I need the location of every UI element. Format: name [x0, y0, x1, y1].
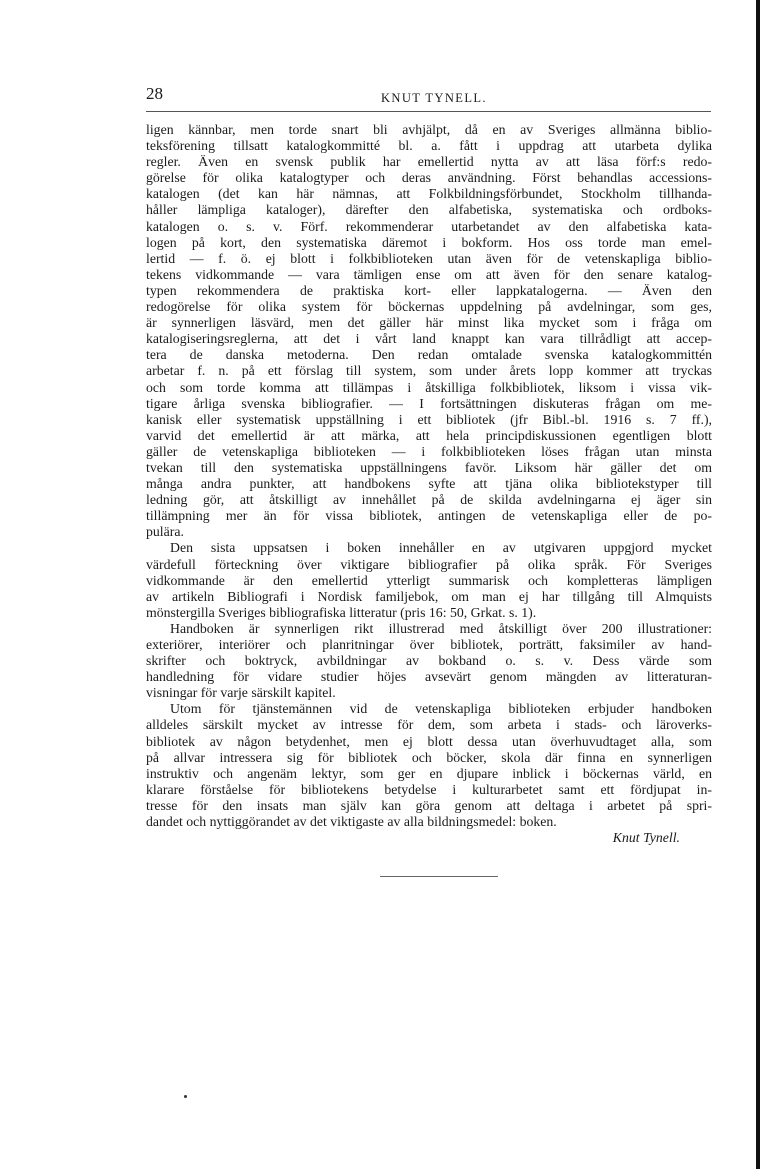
text-line: håller lämpliga kataloger), därefter den alfabetiska, systematiska och ordboks-	[146, 202, 712, 218]
text-line: lertid — f. ö. ej blott i folkbiblioteken utan även för de vetenskapliga biblio-	[146, 250, 712, 266]
page-edge	[756, 0, 760, 1169]
text-line: teksförening tillsatt katalogkommitté bl. a. fått i uppdrag att utarbeta dylika	[146, 138, 712, 154]
paragraph-1	[146, 122, 712, 540]
text-line: Den sista uppsatsen i boken innehåller en av utgivaren uppgjord mycket	[170, 540, 712, 556]
text-line: görelse för olika katalogtyper och deras användning. Först behandlas accessions-	[146, 170, 712, 186]
text-line: och som torde komma att tillämpas i åtskilliga folkbibliotek, liksom i vissa vik-	[146, 379, 712, 395]
text-line: är synnerligen läsvärd, men det gäller här minst lika mycket som i fråga om	[146, 315, 712, 331]
text-line: typen rekommendera de praktiska kort- eller lappkatalogerna. — Även den	[146, 282, 712, 298]
text-line: av artikeln Bibliografi i Nordisk familjebok, om man ej har tillgång till Almquists	[146, 588, 712, 604]
text-line: katalogen (det kan här nämnas, att Folkbildningsförbundet, Stockholm tillhanda-	[146, 186, 712, 202]
page-number: 28	[146, 84, 163, 103]
text-line: kanisk eller systematisk uppställning i ett bibliotek (jfr Bibl.-bl. 1916 s. 7 ff.),	[146, 411, 712, 427]
text-line: på allvar intressera sig för bibliotek och böcker, skola där finna en synnerligen	[146, 749, 712, 765]
text-line: katalogen o. s. v. Förf. rekommenderar utarbetandet av den alfabetiska kata-	[146, 218, 712, 234]
text-line: värdefull förteckning över viktigare bibliografier på olika språk. För Sveriges	[146, 556, 712, 572]
text-line: varvid det emellertid är att märka, att hela principdiskussionen egentligen blott	[146, 427, 712, 443]
text-line: vidkommande är den emellertid ytterligt summarisk och kompletteras lämpligen	[146, 572, 712, 588]
text-line: mönstergilla Sveriges bibliografiska litteratur (pris 16: 50, Grkat. s. 1).	[146, 604, 537, 620]
text-line: ledning gör, att åtskilligt av innehållet på de skilda avdelningarna ej äger sin	[146, 492, 712, 508]
text-line: alldeles särskilt mycket av intresse för dem, som arbeta i stads- och läroverks-	[146, 717, 712, 733]
text-line: Utom för tjänstemännen vid de vetenskapliga biblioteken erbjuder handboken	[170, 701, 712, 717]
text-line: tera de danska metoderna. Den redan omtalade svenska katalogkommittén	[146, 347, 712, 363]
text-line: tigare årliga svenska bibliografier. — I fortsättningen diskuteras frågan om me-	[146, 395, 712, 411]
text-line: skrifter och boktryck, avbildningar av bokband o. s. v. Dess värde som	[146, 653, 712, 669]
running-head: KNUT TYNELL.	[381, 91, 487, 105]
text-line: regler. Även en svensk publik har emellertid nytta av att läsa förf:s redo-	[146, 154, 712, 170]
paragraph-4	[146, 701, 712, 830]
signature: Knut Tynell.	[612, 830, 680, 846]
header-rule	[146, 111, 711, 112]
text-line: bibliotek av någon betydenhet, men ej blott dessa utan överhuvudtaget alla, som	[146, 733, 712, 749]
text-line: ligen kännbar, men torde snart bli avhjälpt, då en av Sveriges allmänna biblio-	[146, 122, 712, 137]
text-line: dandet och nyttiggörandet av det viktigaste av alla bildningsmedel: boken.	[146, 814, 557, 830]
text-line: redogörelse för olika system för böckernas uppdelning på avdelningar, som ges,	[146, 299, 712, 315]
text-line: tresse för den insats man själv kan göra genom att deltaga i arbetet på spri-	[146, 797, 712, 813]
text-line: arbetar f. n. på ett förslag till system, som under årets lopp kommer att tryckas	[146, 363, 712, 379]
text-line: katalogiseringsreglerna, att det i vårt land knappt kan vara tillrådligt att accep-	[146, 331, 712, 347]
text-line: Handboken är synnerligen rikt illustrerad med åtskilligt över 200 illustrationer:	[170, 620, 712, 636]
text-line: klarare förståelse för bibliotekens betydelse i kulturarbetet samt ett fördjupat in-	[146, 781, 712, 797]
text-line: många andra punkter, att handbokens syfte att tjäna olika bibliotekstyper till	[146, 476, 712, 492]
paragraph-2	[146, 540, 712, 620]
text-line: visningar för varje särskilt kapitel.	[146, 685, 336, 701]
text-line: instruktiv och angenäm lektyr, som ger en djupare inblick i böckernas värld, en	[146, 765, 712, 781]
text-line: pulära.	[146, 524, 184, 540]
body-text	[146, 122, 712, 877]
text-line: tvekan till den systematiska uppställningens favör. Liksom här gäller det om	[146, 459, 712, 475]
print-speck	[184, 1095, 187, 1098]
text-line: logen på kort, den systematiska däremot i bokform. Hos oss torde man emel-	[146, 234, 712, 250]
text-line: tekens vidkommande — vara tämligen ense om att även för den senare katalog-	[146, 266, 712, 282]
paragraph-3	[146, 621, 712, 701]
text-line: gäller de vetenskapliga biblioteken — i folkbiblioteken löses frågan utan minsta	[146, 443, 712, 459]
text-line: handledning för vidare studier höjes avsevärt genom mängden av litteraturan-	[146, 669, 712, 685]
text-line: tillämpning mer än för vissa bibliotek, antingen de vetenskapliga eller de po-	[146, 508, 712, 524]
text-line: exteriörer, interiörer och planritningar över bibliotek, porträtt, faksimiler av hand-	[146, 637, 712, 652]
section-end-rule	[380, 876, 498, 877]
